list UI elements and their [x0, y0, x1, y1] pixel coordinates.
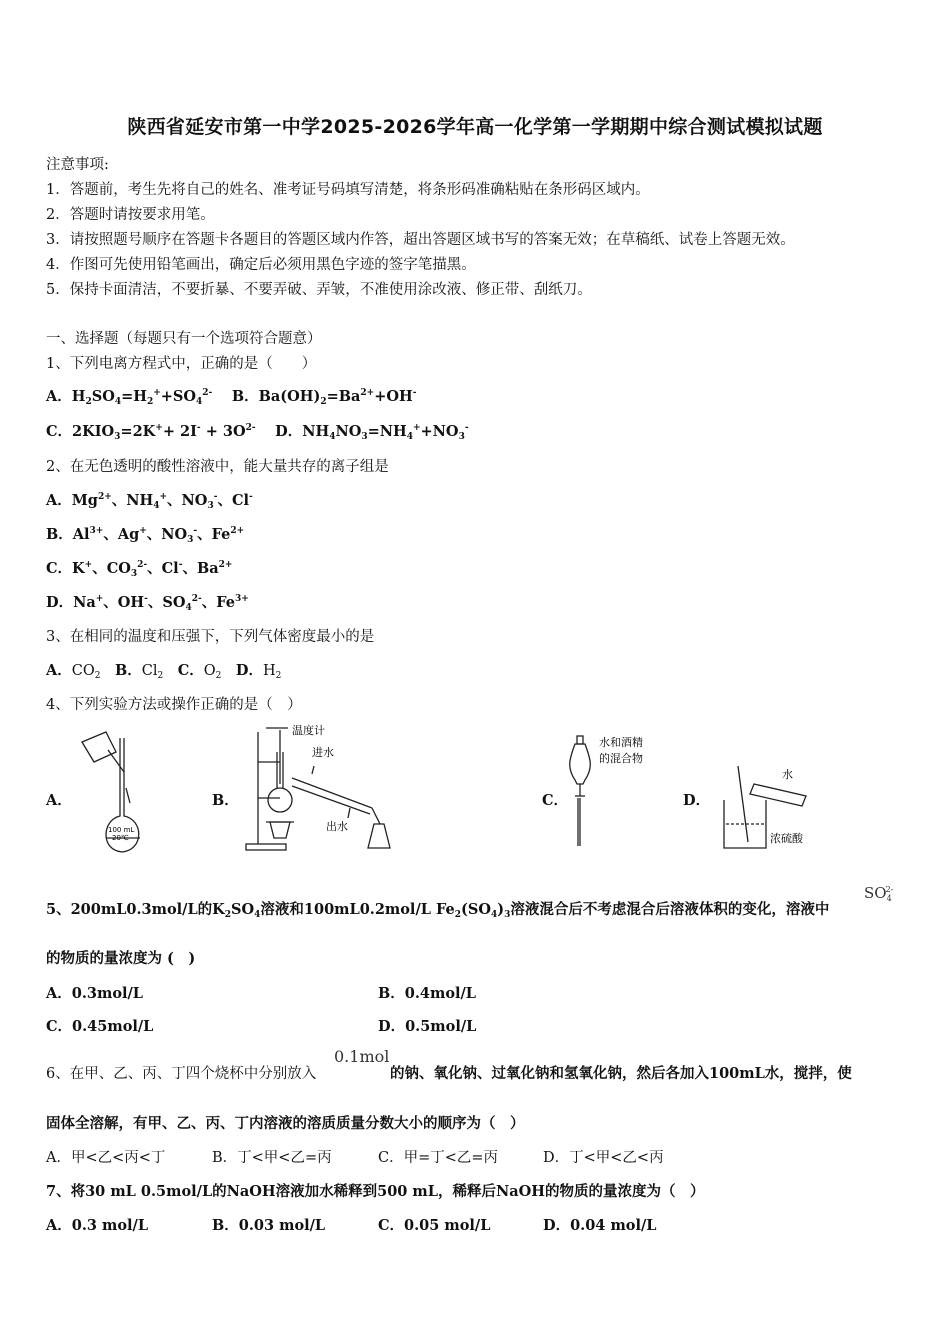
question-1-options-ab: A．$H_2SO_4=H_2^++SO_4^{2-}$ B．$Ba(OH)_2=Ba^{2+}+OH^-$: [46, 388, 417, 407]
question-6-option-c: C．甲=丁<乙=丙: [378, 1150, 499, 1166]
notice-item: 5．保持卡面清洁，不要折暴、不要弄破、弄皱，不准使用涂改液、修正带、刮纸刀。: [46, 282, 592, 298]
question-1-stem: 1、下列电离方程式中，正确的是（ ）: [46, 356, 317, 372]
notice-heading: 注意事项:: [46, 157, 109, 173]
figure-label-c: C．: [542, 792, 569, 809]
figure-label-b: B．: [212, 792, 239, 809]
volumetric-flask-figure: [76, 728, 146, 854]
question-6-stem-a: 6、在甲、乙、丙、丁四个烧杯中分别放入: [46, 1066, 317, 1082]
question-2-stem: 2、在无色透明的酸性溶液中，能大量共存的离子组是: [46, 459, 389, 475]
question-5-stem-tail: 的物质的量浓度为 ( ): [46, 950, 196, 967]
page-title: 陕西省延安市第一中学2025-2026学年高一化学第一学期期中综合测试模拟试题: [127, 116, 823, 138]
question-7-option-a: A．0.3 mol/L: [46, 1217, 149, 1234]
question-5-option-c: C．0.45mol/L: [46, 1018, 154, 1035]
figure-label-d: D．: [683, 792, 711, 809]
question-2-option-a: A．$Mg^{2+}$、$NH_4^+$、$NO_3^-$、Cl-: [46, 492, 253, 511]
notice-item: 4．作图可先使用铅笔画出，确定后必须用黑色字迹的签字笔描黑。: [46, 257, 476, 273]
acid-label: 浓硫酸: [770, 832, 803, 845]
thermometer-label: 温度计: [292, 724, 325, 737]
sulfate-ion-formula: $SO_4^{2-}$: [864, 884, 894, 903]
question-6-option-b: B．丁<甲<乙=丙: [212, 1150, 332, 1166]
question-1-options-cd: C．$2KIO_3=2K^++ 2I^- + 3O^{2-}$ D．$NH_4NO_3=NH_4^++NO_3^-$: [46, 423, 469, 442]
question-4-stem: 4、下列实验方法或操作正确的是（ ）: [46, 697, 302, 713]
question-5-option-b: B．0.4mol/L: [378, 985, 476, 1002]
dilution-figure: [720, 762, 820, 854]
figure-label-a: A．: [46, 792, 72, 809]
question-3-stem: 3、在相同的温度和压强下，下列气体密度最小的是: [46, 629, 375, 645]
flask-label-temp: 20℃: [112, 834, 129, 842]
question-5-stem-text: 5、200mL0.3mol/L的K: [46, 901, 225, 918]
funnel-label-line1: 水和酒精: [599, 736, 643, 749]
question-5-option-d: D．0.5mol/L: [378, 1018, 477, 1035]
water-label: 水: [782, 768, 793, 781]
notice-item: 2．答题时请按要求用笔。: [46, 207, 215, 223]
section-heading: 一、选择题（每题只有一个选项符合题意）: [46, 331, 322, 347]
question-3-options: A．$CO_2$ B．$Cl_2$ C．$O_2$ D．$H_2$: [46, 662, 282, 681]
question-5-option-a: A．0.3mol/L: [46, 985, 143, 1002]
question-7-option-c: C．0.05 mol/L: [378, 1217, 491, 1234]
notice-item: 3．请按照题号顺序在答题卡各题目的答题区域内作答，超出答题区域书写的答案无效；在草稿纸、试卷上答题无效。: [46, 232, 795, 248]
question-2-option-d: D．Na+、OH-、$SO_4^{2-}$、$Fe^{3+}$: [46, 594, 249, 613]
question-2-option-c: C．K+、$CO_3^{2-}$、Cl-、$Ba^{2+}$: [46, 560, 233, 579]
distillation-figure: [240, 722, 400, 854]
question-6-stem-b: 的钠、氧化钠、过氧化钠和氢氧化钠，然后各加入100mL水，搅拌，使: [390, 1065, 852, 1082]
question-7-stem: 7、将30 mL 0.5mol/L的NaOH溶液加水稀释到500 mL，稀释后NaOH的物质的量浓度为（ ）: [46, 1183, 705, 1200]
flask-label-volume: 100 mL: [108, 826, 135, 834]
water-out-label: 出水: [326, 820, 348, 833]
separatory-funnel-figure: [565, 734, 655, 854]
question-7-option-d: D．0.04 mol/L: [543, 1217, 657, 1234]
question-6-option-d: D．丁<甲<乙<丙: [543, 1150, 664, 1166]
notice-item: 1．答题前，考生先将自己的姓名、准考证号码填写清楚，将条形码准确粘贴在条形码区域内。: [46, 182, 650, 198]
question-2-option-b: B．$Al^{3+}$、Ag+、$NO_3^-$、$Fe^{2+}$: [46, 526, 245, 545]
water-in-label: 进水: [312, 746, 334, 759]
amount-formula: 0.1mol: [334, 1047, 390, 1066]
question-5-stem: 5、200mL0.3mol/L的$K_2SO_4$溶液和100mL0.2mol/L $Fe_2(SO_4)_3$溶液混合后不考虑混合后溶液体积的变化，溶液中: [46, 901, 830, 920]
question-7-option-b: B．0.03 mol/L: [212, 1217, 326, 1234]
question-6-option-a: A．甲<乙<丙<丁: [46, 1150, 166, 1166]
question-6-stem-c: 固体全溶解，有甲、乙、丙、丁内溶液的溶质质量分数大小的顺序为（ ）: [46, 1115, 525, 1132]
funnel-label-line2: 的混合物: [599, 752, 643, 765]
